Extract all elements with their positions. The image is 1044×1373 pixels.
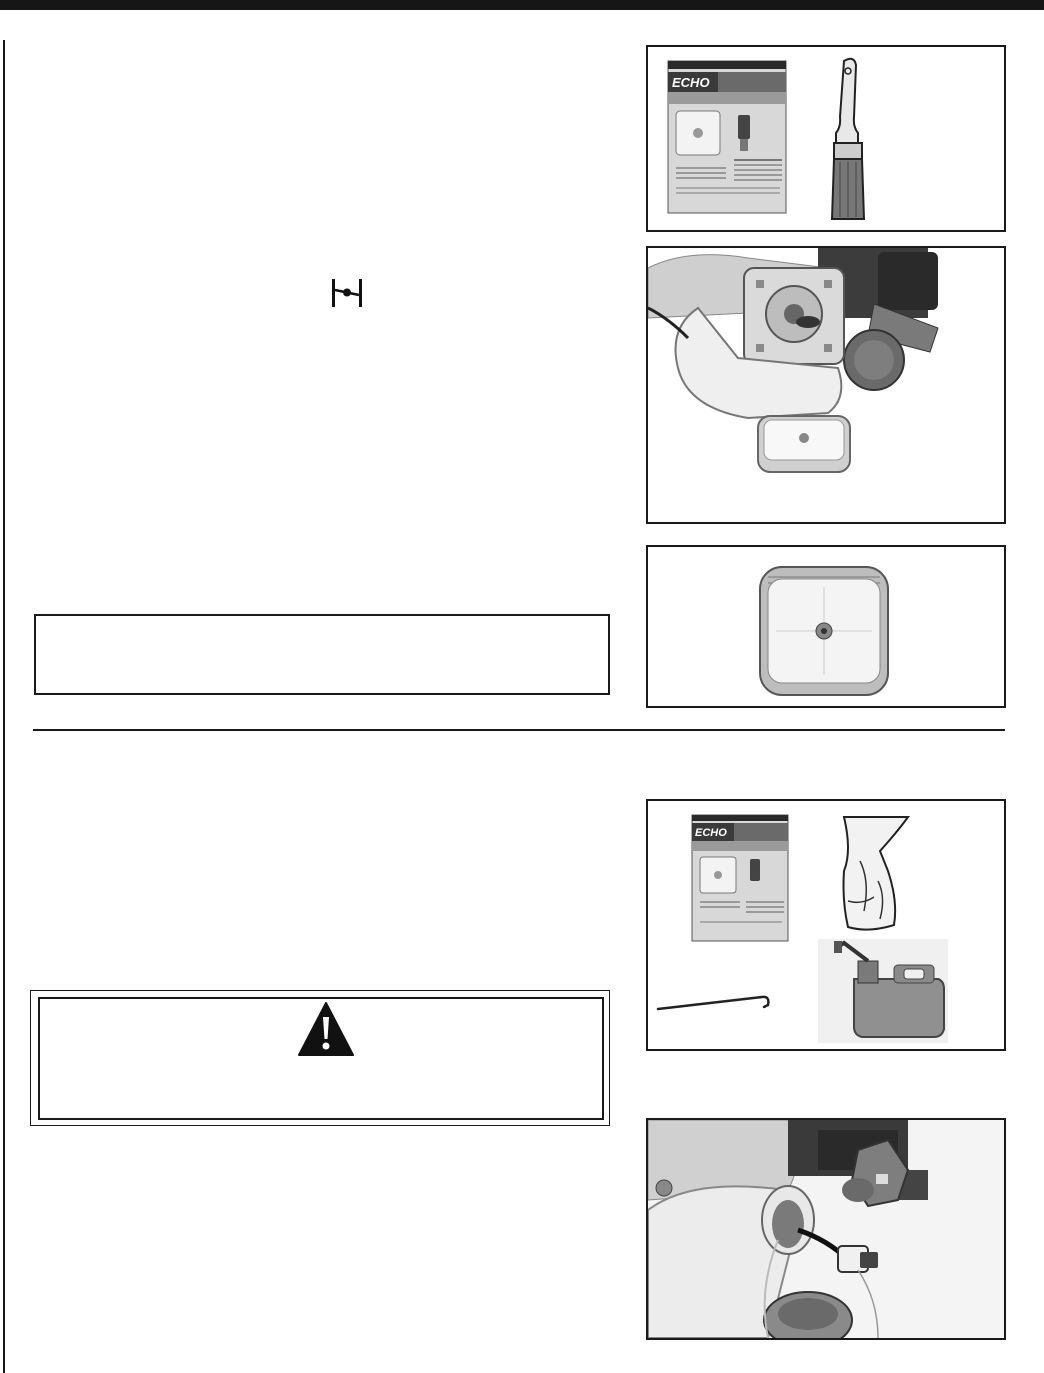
warning-triangle-icon: [297, 1001, 355, 1057]
figure-fuel-filter-kit: [646, 799, 1006, 1051]
fuel-filter-kit-package: [692, 815, 788, 941]
wire-hook: [658, 997, 768, 1009]
choke-symbol-icon: [330, 278, 364, 308]
page-top-bar: [0, 0, 1044, 10]
figure-fuel-tank-filter: [646, 1118, 1006, 1340]
figure-air-filter: [646, 545, 1006, 708]
left-margin-rule: [3, 40, 5, 1373]
air-filter-kit-package: [668, 61, 786, 213]
fuel-can: [818, 939, 948, 1043]
air-filter-element: [760, 567, 888, 695]
note-box: [34, 614, 610, 695]
clean-cloth-rag: [844, 817, 909, 930]
section-divider: [33, 729, 1005, 731]
figure-filter-kit-and-brush: [646, 45, 1006, 232]
figure-engine-filter-housing: [646, 246, 1006, 524]
echo-logo: ECHO: [695, 827, 727, 839]
paint-brush: [832, 59, 864, 219]
air-filter-element: [758, 416, 850, 472]
echo-logo: ECHO: [672, 75, 710, 90]
engine-filter-housing: [648, 248, 938, 418]
